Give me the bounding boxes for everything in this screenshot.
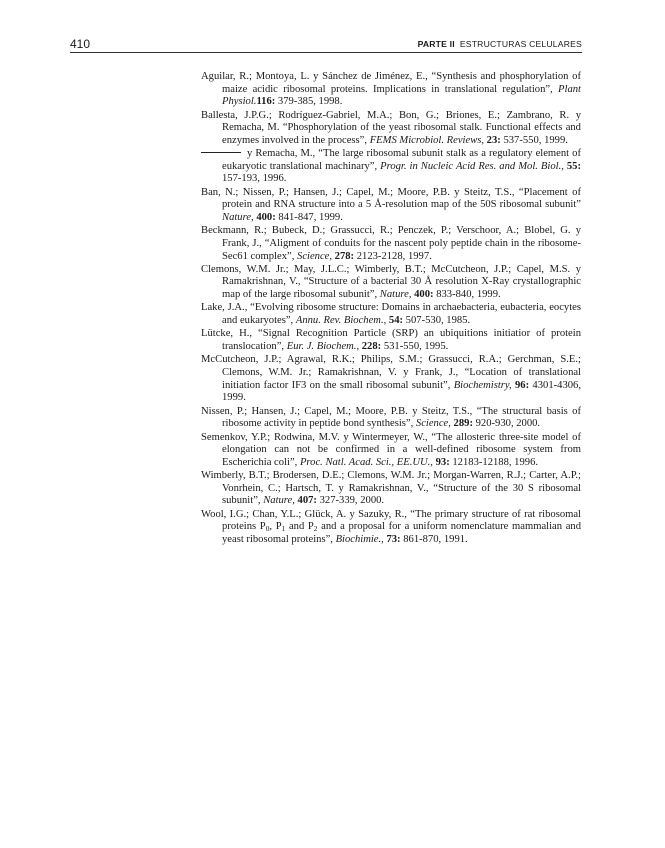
ref-authors: McCutcheon, J.P.; Agrawal, R.K.; Philips, S.M.; Grassucci, R.A.; Gerchman, S.E.; Clemons, W.M. Jr.; Ramakrishnan, V. y Frank, J., [201,354,581,379]
ref-pages: 537-550, 1999. [500,134,568,146]
ref-authors: Semenkov, Y.P.; Rodwina, M.V. y Wintermeyer, W., [201,431,432,443]
ref-authors: Aguilar, R.; Montoya, L. y Sánchez de Jiménez, E., [201,71,432,82]
ref-journal: Proc. Natl. Acad. Sci., EE.UU., [299,456,433,468]
ref-volume: 96: [511,379,530,391]
ref-authors: Nissen, P.; Hansen, J.; Capel, M.; Moore, P.B. y Steitz, T.S., [201,405,477,417]
ref-title-part: and P [285,521,314,533]
ref-journal: Nature, [263,495,295,507]
ref-volume: 55: [563,160,581,172]
reference-ban [201,187,581,225]
reference-ballesta-1999 [201,110,581,148]
ref-title: “Structure of the 30 S ribosomal subunit”, [222,482,581,507]
reference-lutcke [201,328,581,353]
ref-volume: 407: [294,495,317,507]
ref-pages: 833-840, 1999. [433,289,501,301]
ref-journal: Annu. Rev. Biochem., [295,315,387,327]
ref-journal: Nature, [222,211,254,223]
same-author-dash [201,152,241,153]
ref-title: “Signal Recognition Particle (SRP) an ubiquitions initiatior of protein translocation”, [222,328,581,353]
ref-title: “The structural basis of ribosome activity in peptide bond synthesis”, [222,405,581,430]
subscript: 0 [265,524,270,534]
reference-wool [201,509,581,547]
reference-semenkov [201,432,581,470]
reference-ballesta-1996 [201,148,581,186]
ref-title: “Phosphorylation of the yeast ribosomal stalk. Functional effects and enzymes involved in the process”, [222,122,581,146]
ref-volume: 289: [450,418,473,430]
ref-volume: 278: [332,250,355,262]
ref-pages: 4301-4306, 1999. [222,379,581,404]
ref-journal: Plant Physiol. [222,83,581,108]
ref-volume: 228: [359,341,382,353]
reference-aguilar [201,71,581,109]
ref-pages: 920-930, 2000. [472,418,541,430]
ref-volume: 93: [432,456,450,468]
ref-title-part: , P [269,521,282,533]
ref-pages: 507-530, 1985. [403,315,471,327]
ref-journal: Science, [415,418,451,430]
ref-title-part: and a proposal for a uniform nomenclature mammalian and yeast ribosomal proteins”, [222,521,582,545]
ref-authors: Ban, N.; Nissen, P.; Hansen, J.; Capel, M.; Moore, P.B. y Steitz, T.S., [201,186,519,198]
reference-beckmann [201,225,581,263]
ref-journal: FEMS Microbiol. Reviews, [369,134,485,146]
ref-volume: 400: [411,289,434,301]
ref-authors: Ballesta, J.P.G.; Rodríguez-Gabriel, M.A.; Bon, G.; Briones, E.; Zambrano, R. y Remacha, M. [201,109,581,134]
ref-pages: 379-385, 1998. [275,96,343,108]
ref-pages: 12183-12188, 1996. [449,456,539,468]
ref-pages: 157-193, 1996. [222,173,287,185]
ref-pages: 841-847, 1999. [275,211,343,223]
ref-journal: Biochemistry, [453,379,512,391]
subscript: 1 [281,524,286,534]
reference-lake [201,302,581,327]
ref-title: “Structure of a bacterial 30 Å resolution X-Ray crystallographic map of the large ribosomal subunit”, [222,276,581,301]
reference-wimberly [201,470,581,508]
reference-nissen [201,406,581,431]
part-label: PARTE II [417,39,455,49]
ref-journal: Progr. in Nucleic Acid Res. and Mol. Biol., [380,160,564,172]
running-head [418,38,582,50]
ref-pages: 861-870, 1991. [400,533,468,545]
reference-clemons [201,264,581,302]
section-label: ESTRUCTURAS CELULARES [459,39,582,49]
ref-volume: 23: [484,134,501,146]
ref-journal: Nature, [379,289,412,301]
ref-title: “Synthesis and phosphorylation of maize acidic ribosomal proteins. Implications in translational regulation”, [222,71,581,95]
subscript: 2 [313,524,318,534]
ref-authors: Beckmann, R.; Bubeck, D.; Grassucci, R.; Penczek, P.; Verschoor, A.; Blobel, G. y Frank, J., [201,225,581,249]
ref-authors: y Remacha, M., [247,148,319,160]
reference-mccutcheon [201,354,581,404]
ref-title: “Placement of protein and RNA structure into a 5 Å-resolution map of the 50S ribosomal subunit” [222,186,581,211]
ref-pages: 327-339, 2000. [316,495,385,507]
page-number: 410 [70,37,91,51]
ref-title: “The large ribosomal subunit stalk as a regulatory element of eukaryotic translational machinary”, [222,148,581,172]
ref-title: “The allosteric three-site model of elongation can not be confirmed in a well-defined ribosome system from Escherichia coli”, [222,431,582,468]
page-header [70,37,582,51]
ref-authors: Lütcke, H., [201,328,259,340]
ref-authors: Clemons, W.M. Jr.; May, J.L.C.; Wimberly, B.T.; McCutcheon, J.P.; Capel, M.S. y Ramakrishnan, V., [201,263,581,288]
ref-journal: Science, [297,250,333,262]
ref-volume: 73: [383,533,401,545]
ref-title-part: “The primary structure of rat ribosomal proteins P [222,508,581,533]
ref-title: “Evolving ribosome structure: Domains in archaebacteria, eubacteria, eocytes and eukaryotes”, [222,302,581,327]
ref-pages: 531-550, 1995. [381,341,449,353]
reference-list [201,71,581,547]
ref-pages: 2123-2128, 1997. [354,250,432,262]
ref-volume: 116: [256,96,276,108]
ref-authors: Wimberly, B.T.; Brodersen, D.E.; Clemons, W.M. Jr.; Morgan-Warren, R.J.; Carter, A.P.; Vonrhein, C.; Hartsch, T. y Ramakrishnan, V., [201,470,581,494]
ref-journal: Biochimie., [335,533,384,545]
ref-volume: 400: [253,211,276,223]
ref-title: “Aligment of conduits for the nascent poly peptide chain in the ribosome-Sec61 complex”, [222,237,581,262]
ref-volume: 54: [386,315,404,327]
ref-authors: Wool, I.G.; Chan, Y.L.; Glück, A. y Sazuky, R., [201,508,411,520]
header-rule [70,52,582,53]
ref-authors: Lake, J.A., [201,302,251,314]
ref-journal: Eur. J. Biochem., [286,341,360,353]
ref-title: “Location of translational initiation factor IF3 on the small ribosomal subunit”, [222,367,582,391]
